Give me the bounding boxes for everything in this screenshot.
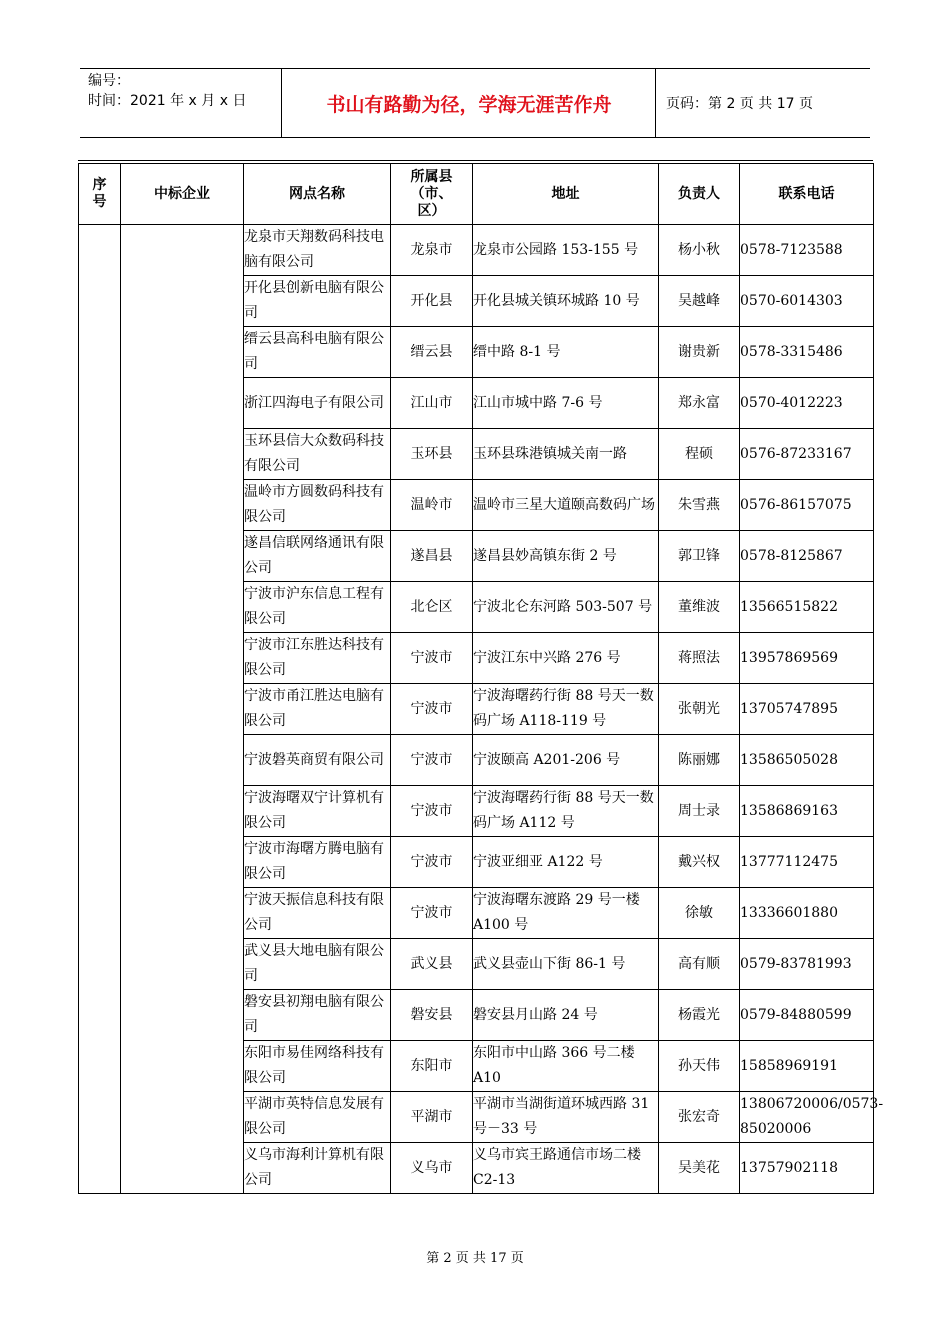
outlet-name-cell: 宁波磐英商贸有限公司 <box>244 735 391 786</box>
county-cell: 平湖市 <box>391 1092 473 1143</box>
county-cell: 义乌市 <box>391 1143 473 1194</box>
county-cell: 温岭市 <box>391 480 473 531</box>
phone-cell: 13586505028 <box>740 735 874 786</box>
county-cell: 宁波市 <box>391 837 473 888</box>
county-cell: 北仑区 <box>391 582 473 633</box>
phone-cell: 13957869569 <box>740 633 874 684</box>
person-cell: 谢贵新 <box>659 327 740 378</box>
col-header-company: 中标企业 <box>121 164 244 225</box>
county-cell: 宁波市 <box>391 888 473 939</box>
phone-cell: 13586869163 <box>740 786 874 837</box>
col-header-seq-line2: 号 <box>92 194 107 210</box>
phone-cell: 0570-4012223 <box>740 378 874 429</box>
col-header-seq <box>79 164 121 225</box>
table-header-row <box>79 164 874 225</box>
document-time: 时间：2021 年 x 月 x 日 <box>88 93 247 109</box>
outlet-name-cell: 宁波市沪东信息工程有限公司 <box>244 582 391 633</box>
phone-cell: 0578-8125867 <box>740 531 874 582</box>
person-cell: 周士录 <box>659 786 740 837</box>
table-row <box>79 225 874 276</box>
col-header-county-line3: 区） <box>417 202 446 219</box>
phone-cell: 13705747895 <box>740 684 874 735</box>
outlet-table <box>78 163 884 1194</box>
outlet-name-cell: 义乌市海利计算机有限公司 <box>244 1143 391 1194</box>
person-cell: 杨霞光 <box>659 990 740 1041</box>
county-cell: 宁波市 <box>391 684 473 735</box>
phone-cell: 13336601880 <box>740 888 874 939</box>
address-cell: 遂昌县妙高镇东街 2 号 <box>473 531 659 582</box>
col-header-county-line1: 所属县 <box>410 168 453 185</box>
col-header-outlet-name: 网点名称 <box>244 164 391 225</box>
address-cell: 宁波海曙药行街 88 号天一数码广场 A112 号 <box>473 786 659 837</box>
phone-cell: 0576-86157075 <box>740 480 874 531</box>
person-cell: 程硕 <box>659 429 740 480</box>
outlet-name-cell: 遂昌信联网络通讯有限公司 <box>244 531 391 582</box>
address-cell: 宁波海曙东渡路 29 号一楼 A100 号 <box>473 888 659 939</box>
document-number: 编号： <box>88 73 130 89</box>
phone-cell: 13566515822 <box>740 582 874 633</box>
outlet-name-cell: 平湖市英特信息发展有限公司 <box>244 1092 391 1143</box>
county-cell: 玉环县 <box>391 429 473 480</box>
address-cell: 义乌市宾王路通信市场二楼 C2-13 <box>473 1143 659 1194</box>
address-cell: 温岭市三星大道颐高数码广场 <box>473 480 659 531</box>
phone-cell: 0579-84880599 <box>740 990 874 1041</box>
col-header-seq-line1: 序 <box>92 177 107 193</box>
outlet-name-cell: 温岭市方圆数码科技有限公司 <box>244 480 391 531</box>
address-cell: 江山市城中路 7-6 号 <box>473 378 659 429</box>
outlet-name-cell: 宁波市海曙方腾电脑有限公司 <box>244 837 391 888</box>
col-header-county <box>391 164 473 225</box>
outlet-name-cell: 磐安县初翔电脑有限公司 <box>244 990 391 1041</box>
address-cell: 玉环县珠港镇城关南一路 <box>473 429 659 480</box>
outlet-name-cell: 龙泉市天翔数码科技电脑有限公司 <box>244 225 391 276</box>
address-cell: 开化县城关镇环城路 10 号 <box>473 276 659 327</box>
person-cell: 蒋照法 <box>659 633 740 684</box>
person-cell: 徐敏 <box>659 888 740 939</box>
person-cell: 张宏奇 <box>659 1092 740 1143</box>
person-cell: 郭卫锋 <box>659 531 740 582</box>
outlet-name-cell: 浙江四海电子有限公司 <box>244 378 391 429</box>
header-meta <box>80 69 282 137</box>
phone-cell: 15858969191 <box>740 1041 874 1092</box>
address-cell: 磐安县月山路 24 号 <box>473 990 659 1041</box>
county-cell: 缙云县 <box>391 327 473 378</box>
outlet-name-cell: 武义县大地电脑有限公司 <box>244 939 391 990</box>
company-cell <box>121 225 244 1194</box>
person-cell: 郑永富 <box>659 378 740 429</box>
address-cell: 宁波亚细亚 A122 号 <box>473 837 659 888</box>
table-top-rule <box>78 160 873 161</box>
county-cell: 磐安县 <box>391 990 473 1041</box>
page-header <box>80 68 870 138</box>
address-cell: 宁波江东中兴路 276 号 <box>473 633 659 684</box>
county-cell: 宁波市 <box>391 633 473 684</box>
county-cell: 东阳市 <box>391 1041 473 1092</box>
phone-cell: 0578-7123588 <box>740 225 874 276</box>
county-cell: 遂昌县 <box>391 531 473 582</box>
phone-cell: 0570-6014303 <box>740 276 874 327</box>
outlet-name-cell: 宁波市甬江胜达电脑有限公司 <box>244 684 391 735</box>
person-cell: 陈丽娜 <box>659 735 740 786</box>
outlet-name-cell: 玉环县信大众数码科技有限公司 <box>244 429 391 480</box>
outlet-name-cell: 宁波海曙双宁计算机有限公司 <box>244 786 391 837</box>
header-page-number: 页码：第 2 页 共 17 页 <box>666 96 813 112</box>
outlet-name-cell: 缙云县高科电脑有限公司 <box>244 327 391 378</box>
seq-cell <box>79 225 121 1194</box>
person-cell: 朱雪燕 <box>659 480 740 531</box>
person-cell: 董维波 <box>659 582 740 633</box>
county-cell: 宁波市 <box>391 786 473 837</box>
phone-cell: 0578-3315486 <box>740 327 874 378</box>
outlet-name-cell: 开化县创新电脑有限公司 <box>244 276 391 327</box>
phone-cell: 0576-87233167 <box>740 429 874 480</box>
person-cell: 吴美花 <box>659 1143 740 1194</box>
page-footer: 第 2 页 共 17 页 <box>426 1251 524 1266</box>
county-cell: 龙泉市 <box>391 225 473 276</box>
person-cell: 张朝光 <box>659 684 740 735</box>
person-cell: 吴越峰 <box>659 276 740 327</box>
person-cell: 高有顺 <box>659 939 740 990</box>
address-cell: 宁波颐高 A201-206 号 <box>473 735 659 786</box>
phone-cell: 13806720006/0573-85020006 <box>740 1092 874 1143</box>
col-header-county-line2: （市、 <box>410 185 453 202</box>
address-cell: 东阳市中山路 366 号二楼 A10 <box>473 1041 659 1092</box>
outlet-name-cell: 宁波天振信息科技有限公司 <box>244 888 391 939</box>
col-header-person: 负责人 <box>659 164 740 225</box>
header-motto: 书山有路勤为径，学海无涯苦作舟 <box>283 69 656 137</box>
outlet-name-cell: 东阳市易佳网络科技有限公司 <box>244 1041 391 1092</box>
address-cell: 宁波北仑东河路 503-507 号 <box>473 582 659 633</box>
phone-cell: 13777112475 <box>740 837 874 888</box>
outlet-name-cell: 宁波市江东胜达科技有限公司 <box>244 633 391 684</box>
address-cell: 平湖市当湖街道环城西路 31 号－33 号 <box>473 1092 659 1143</box>
address-cell: 武义县壶山下街 86-1 号 <box>473 939 659 990</box>
person-cell: 戴兴权 <box>659 837 740 888</box>
person-cell: 杨小秋 <box>659 225 740 276</box>
person-cell: 孙天伟 <box>659 1041 740 1092</box>
address-cell: 龙泉市公园路 153-155 号 <box>473 225 659 276</box>
col-header-address: 地址 <box>473 164 659 225</box>
county-cell: 开化县 <box>391 276 473 327</box>
col-header-phone: 联系电话 <box>740 164 874 225</box>
county-cell: 宁波市 <box>391 735 473 786</box>
county-cell: 武义县 <box>391 939 473 990</box>
address-cell: 缙中路 8-1 号 <box>473 327 659 378</box>
county-cell: 江山市 <box>391 378 473 429</box>
phone-cell: 0579-83781993 <box>740 939 874 990</box>
phone-cell: 13757902118 <box>740 1143 874 1194</box>
address-cell: 宁波海曙药行街 88 号天一数码广场 A118-119 号 <box>473 684 659 735</box>
